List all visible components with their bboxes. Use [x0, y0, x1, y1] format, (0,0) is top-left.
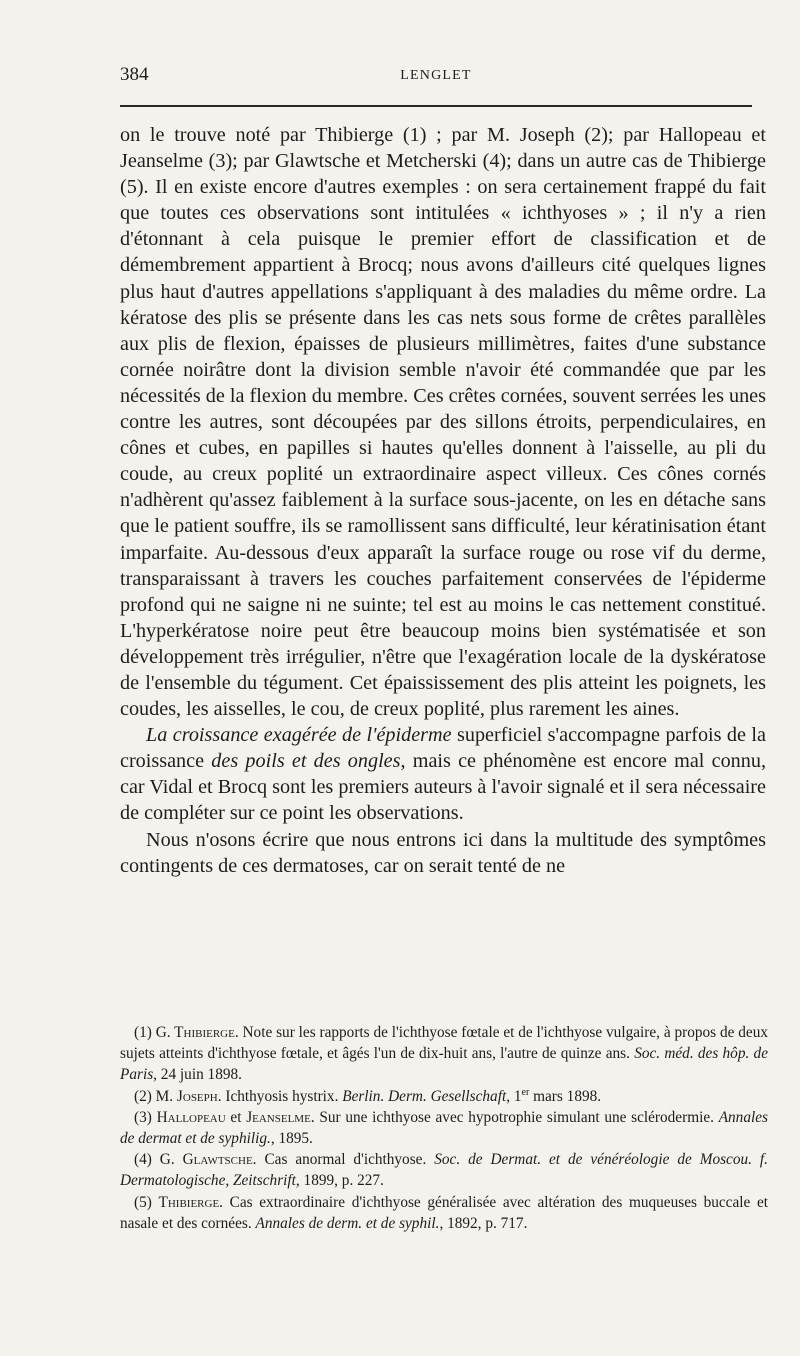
- page-number: 384: [120, 64, 149, 85]
- main-text: [120, 122, 766, 879]
- footnote-number: (3): [134, 1108, 157, 1126]
- footnote-number: (1): [134, 1024, 156, 1041]
- footnote-journal: Soc. de Dermat. et de vénéréologie de Moscou. f. Dermatologische, Zeitschrift: [120, 1151, 768, 1190]
- footnote-text: . Cas extraordinaire d'ichthyose généralisée avec altération des muqueuses buccale et nasale et des cornées.: [120, 1193, 768, 1232]
- footnote-author: G. Glawtsche: [159, 1151, 253, 1169]
- paragraph-contingent-symptoms: Nous n'osons écrire que nous entrons ici dans la multitude des symptômes contingents de ces dermatoses, car on serait tenté de ne: [120, 828, 766, 877]
- footnote-journal: Soc. méd. des hôp. de Paris: [120, 1045, 768, 1084]
- footnote-journal: Berlin. Derm. Gesellschaft: [342, 1087, 507, 1105]
- footnote-author: Jeanselme: [246, 1108, 311, 1126]
- footnotes: [120, 1022, 768, 1234]
- footnote-journal: Annales de dermat et de syphilig.: [120, 1108, 768, 1148]
- footnote-author: G. Thibierge: [155, 1024, 235, 1041]
- footnote-3: [120, 1107, 768, 1149]
- footnote-text: . Cas anormal d'ichthyose.: [252, 1151, 435, 1169]
- italic-phrase: des poils et des ongles: [211, 750, 401, 773]
- footnote-text: . Sur une ichthyose avec hypotrophie simulant une sclérodermie.: [310, 1108, 719, 1126]
- footnote-number: (4): [134, 1151, 160, 1169]
- footnote-end: , 1: [506, 1087, 522, 1105]
- footnote-5: [120, 1192, 768, 1234]
- footnote-end: , 1899, p. 227.: [295, 1172, 384, 1190]
- footnote-end: , 1895.: [270, 1130, 313, 1148]
- footnote-author: Hallopeau: [156, 1108, 226, 1126]
- footnote-author: M. Joseph: [155, 1087, 218, 1105]
- footnote-end: mars 1898.: [529, 1087, 602, 1105]
- footnote-end: , 1892, p. 717.: [439, 1214, 528, 1232]
- footnote-text: . Ichthyosis hystrix.: [217, 1087, 343, 1105]
- paragraph-epidermis-growth: [120, 722, 766, 826]
- footnote-end: , 24 juin 1898.: [153, 1066, 242, 1084]
- superscript: er: [521, 1086, 530, 1098]
- header-rule: [120, 105, 752, 107]
- footnote-conjunction: et: [225, 1108, 247, 1126]
- footnote-author: Thibierge: [158, 1193, 220, 1211]
- paragraph-keratosis-folds: on le trouve noté par Thibierge (1) ; par M. Joseph (2); par Hallopeau et Jeanselme (3); par Glawtsche et Metcherski (4); dans un autre cas de Thibierge (5). Il en existe encore d'autres exemples : on sera certainement frappé du fait que toutes ces observations sont intitulées « ichthyoses » ; il n'y a rien d'étonnant à cela puisque le premier effort de classification et de démembrement appartient à Brocq; nous avons d'ailleurs cité quelques lignes plus haut d'autres appellations s'appliquant à des maladies du même ordre. La kératose des plis se présente dans les cas nets sous forme de crêtes parallèles aux plis de flexion, épaisses de plusieurs millimètres, faites d'une substance cornée noirâtre dont la division semble n'avoir été commandée que par les nécessités de la flexion du membre. Ces crêtes cornées, souvent serrées les unes contre les autres, sont découpées par des sillons étroits, perpendiculaires, en cônes et cubes, en papilles si hautes qu'elles donnent à l'aisselle, au pli du coude, au creux poplité un extraordinaire aspect villeux. Ces cônes cornés n'adhèrent qu'assez faiblement à la surface sous-jacente, on les en détache sans que le patient souffre, ils se ramollissent sans difficulté, leur kératinisation étant imparfaite. Au-dessous d'eux apparaît la surface rouge ou rose vif du derme, transparaissant à travers les couches parfaitement conservées de l'épiderme profond qui ne saigne ni ne suinte; tel est au moins le cas nettement constitué. L'hyperkératose noire peut être beaucoup moins bien systématisée et son développement très irrégulier, n'être que l'exagération locale de la dyskératose de l'ensemble du tégument. Cet épaississement des plis atteint les poignets, les coudes, les aisselles, le cou, de creux poplité, plus rarement les aines.: [120, 124, 766, 721]
- text-run: , mais ce phénomène est encore mal connu, car Vidal et Brocq sont les premiers auteurs à l'avoir signalé et il sera nécessaire de compléter sur ce point les observations.: [120, 750, 766, 825]
- footnote-1: [120, 1022, 768, 1086]
- italic-phrase: La croissance exagérée de l'épiderme: [146, 724, 452, 747]
- footnote-number: (2): [134, 1087, 156, 1105]
- footnote-text: . Note sur les rapports de l'ichthyose fœtale et de l'ichthyose vulgaire, à propos de deux sujets atteints d'ichthyose fœtale, et âgés l'un de dix-huit ans, l'autre de quinze ans.: [120, 1024, 768, 1063]
- footnote-number: (5): [134, 1193, 159, 1211]
- page-header: [120, 64, 752, 94]
- footnote-2: [120, 1086, 768, 1107]
- running-title: LENGLET: [400, 68, 472, 83]
- text-run: superficiel s'accompagne parfois de la croissance: [120, 724, 766, 773]
- footnote-journal: Annales de derm. et de syphil.: [255, 1214, 440, 1232]
- footnote-4: [120, 1149, 768, 1191]
